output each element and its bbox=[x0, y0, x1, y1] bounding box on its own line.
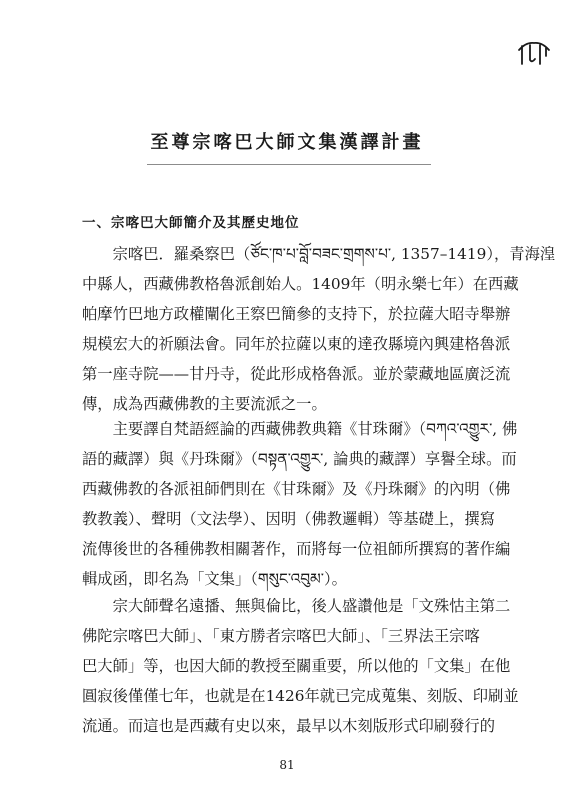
paragraph-line: 宗喀巴．羅桑察巴（ཙོང་ཁ་པ་བློ་བཟང་གྲགས་པ་, 1357–1419），青海湟 bbox=[82, 245, 556, 263]
paragraph-line: 佛陀宗喀巴大師」、「東方勝者宗喀巴大師」、「三界法王宗喀 bbox=[82, 627, 480, 645]
paragraph-2 bbox=[82, 414, 518, 594]
paragraph-line: 西藏佛教的各派祖師們則在《甘珠爾》及《丹珠爾》的內明（佛 bbox=[82, 480, 511, 498]
tibetan-script-ornament-icon bbox=[516, 38, 552, 68]
paragraph-line: 流傳後世的各種佛教相關著作，而將每一位祖師所撰寫的著作編 bbox=[82, 540, 511, 558]
paragraph-line: 規模宏大的祈願法會。同年於拉薩以東的達孜縣境內興建格魯派 bbox=[82, 335, 511, 353]
paragraph-line: 宗大師聲名遠播、無與倫比，後人盛讚他是「文殊怙主第二 bbox=[82, 597, 511, 615]
paragraph-line: 輯成函，即名為「文集」（གསུང་འབུམ་）。 bbox=[82, 570, 347, 588]
paragraph-line: 圓寂後僅僅七年，也就是在1426年就已完成蒐集、刻版、印刷並 bbox=[82, 687, 519, 705]
paragraph-1 bbox=[82, 239, 556, 419]
paragraph-line: 第一座寺院——甘丹寺，從此形成格魯派。並於蒙藏地區廣泛流 bbox=[82, 365, 511, 383]
paragraph-line: 傳，成為西藏佛教的主要流派之一。 bbox=[82, 395, 327, 413]
paragraph-line: 巴大師」等，也因大師的教授至關重要，所以他的「文集」在他 bbox=[82, 657, 511, 675]
paragraph-line: 語的藏譯）與《丹珠爾》（བསྟན་འགྱུར་, 論典的藏譯）享譽全球。而 bbox=[82, 450, 517, 468]
page-title: 至尊宗喀巴大師文集漢譯計畫 bbox=[150, 132, 424, 153]
paragraph-3 bbox=[82, 591, 519, 741]
paragraph-line: 帕摩竹巴地方政權闡化王察巴簡參的支持下，於拉薩大昭寺舉辦 bbox=[82, 305, 511, 323]
title-divider bbox=[147, 164, 431, 165]
paragraph-line: 主要譯自梵語經論的西藏佛教典籍《甘珠爾》（བཀའ་འགྱུར་, 佛 bbox=[82, 420, 518, 438]
section-heading: 一、宗喀巴大師簡介及其歷史地位 bbox=[82, 215, 300, 231]
paragraph-line: 流通。而這也是西藏有史以來，最早以木刻版形式印刷發行的 bbox=[82, 717, 496, 735]
paragraph-line: 中縣人，西藏佛教格魯派創始人。1409年（明永樂七年）在西藏 bbox=[82, 275, 519, 293]
page-number: 81 bbox=[279, 758, 295, 772]
paragraph-line: 教教義）、聲明（文法學）、因明（佛教邏輯）等基礎上，撰寫 bbox=[82, 510, 496, 528]
